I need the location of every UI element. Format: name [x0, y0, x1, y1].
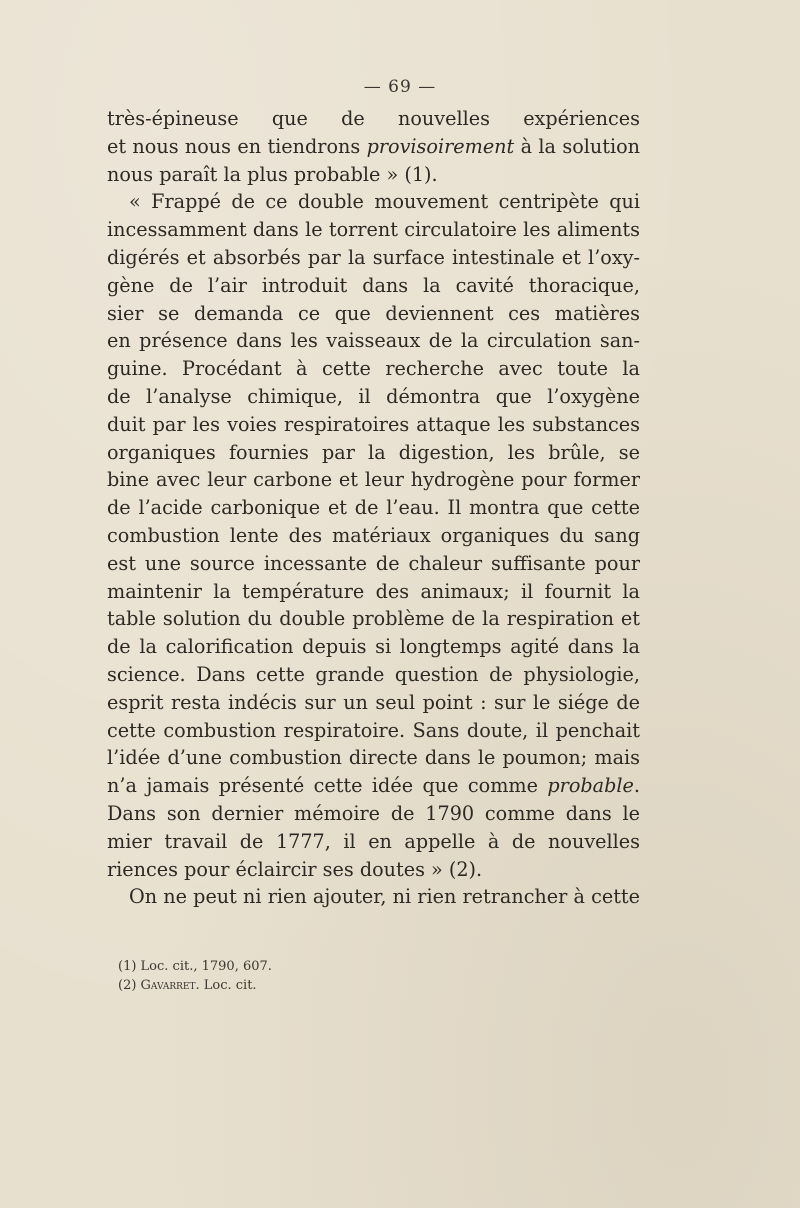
body-text [107, 105, 640, 911]
text-line [107, 133, 640, 161]
text-span: On ne peut ni rien ajouter, ni rien retrancher à cette [129, 885, 640, 909]
footnote [118, 976, 618, 995]
text-span: organiques fournies par la digestion, les brûle, se [107, 440, 640, 464]
footnote [118, 957, 618, 976]
text-span: à la solution [520, 134, 640, 158]
text-line [107, 327, 640, 355]
italic-text: probable [547, 774, 634, 798]
text-span: combustion lente des matériaux organiques du sang [107, 523, 640, 547]
text-line [107, 105, 640, 133]
text-line [107, 661, 640, 689]
text-line [107, 300, 640, 328]
footnotes [118, 957, 618, 995]
text-span: et nous nous en tiendrons [107, 134, 367, 158]
text-span: sier se demanda ce que deviennent ces matières [107, 301, 640, 325]
text-line [107, 828, 640, 856]
text-span: riences pour éclaircir ses doutes » (2). [107, 857, 483, 881]
text-line [107, 578, 640, 606]
text-span: guine. Procédant à cette recherche avec toute la [107, 357, 640, 381]
footnote-number: (1) [118, 959, 141, 974]
text-span: mier travail de 1777, il en appelle à de nouvelles [107, 829, 640, 853]
text-line [107, 800, 640, 828]
text-span: bine avec leur carbone et leur hydrogène pour former [107, 468, 640, 492]
text-line [107, 633, 640, 661]
text-line [107, 689, 640, 717]
page-number: — 69 — [363, 77, 437, 97]
text-span: très-épineuse que de nouvelles expériences [107, 107, 640, 130]
text-line [107, 522, 640, 550]
text-line [107, 605, 640, 633]
text-line [107, 411, 640, 439]
text-span: l’idée d’une combustion directe dans le poumon; mais [107, 746, 640, 770]
text-line [107, 439, 640, 467]
text-span: science. Dans cette grande question de physiologie, [107, 662, 640, 686]
text-span: gène de l’air introduit dans la cavité thoracique, [107, 273, 640, 297]
text-span: nous paraît la plus probable » (1). [107, 162, 438, 186]
text-line [107, 772, 640, 800]
text-line [107, 216, 640, 244]
text-span: de la calorification depuis si longtemps agité dans la [107, 635, 640, 659]
text-line [107, 244, 640, 272]
text-line [107, 272, 640, 300]
text-span: « Frappé de ce double mouvement centripète qui [129, 190, 640, 214]
text-span: digérés et absorbés par la surface intestinale et l’oxy- [107, 245, 640, 269]
text-line [107, 494, 640, 522]
text-line [107, 188, 640, 216]
text-line [107, 550, 640, 578]
text-span: en présence dans les vaisseaux de la circulation san- [107, 329, 640, 353]
text-line [107, 466, 640, 494]
text-span: cette combustion respiratoire. Sans doute, il penchait [107, 718, 640, 742]
text-span: . [633, 774, 640, 798]
italic-text: provisoirement [366, 134, 515, 158]
text-line [107, 355, 640, 383]
text-span: Dans son dernier mémoire de 1790 comme dans le [107, 801, 640, 825]
footnote-text: . Loc. cit. [195, 978, 257, 993]
footnote-text: Loc. cit., 1790, 607. [140, 959, 272, 974]
text-span: de l’analyse chimique, il démontra que l’oxygène [107, 384, 640, 408]
text-span: duit par les voies respiratoires attaque les substances [107, 412, 640, 436]
text-line [107, 856, 640, 884]
footnote-author: Gavarret [140, 978, 196, 993]
text-span: est une source incessante de chaleur suffisante pour [107, 551, 640, 575]
text-line [107, 383, 640, 411]
footnote-number: (2) [118, 978, 141, 993]
text-span: maintenir la température des animaux; il fournit la [107, 579, 640, 603]
text-line [107, 717, 640, 745]
text-line [107, 744, 640, 772]
text-span: esprit resta indécis sur un seul point : sur le siége de [107, 690, 640, 714]
text-line [107, 883, 640, 911]
text-span: de l’acide carbonique et de l’eau. Il montra que cette [107, 496, 640, 520]
text-span: incessamment dans le torrent circulatoire les aliments [107, 218, 640, 242]
text-line [107, 161, 640, 189]
text-span: table solution du double problème de la respiration et [107, 607, 640, 631]
text-span: n’a jamais présenté cette idée que comme [107, 774, 548, 798]
